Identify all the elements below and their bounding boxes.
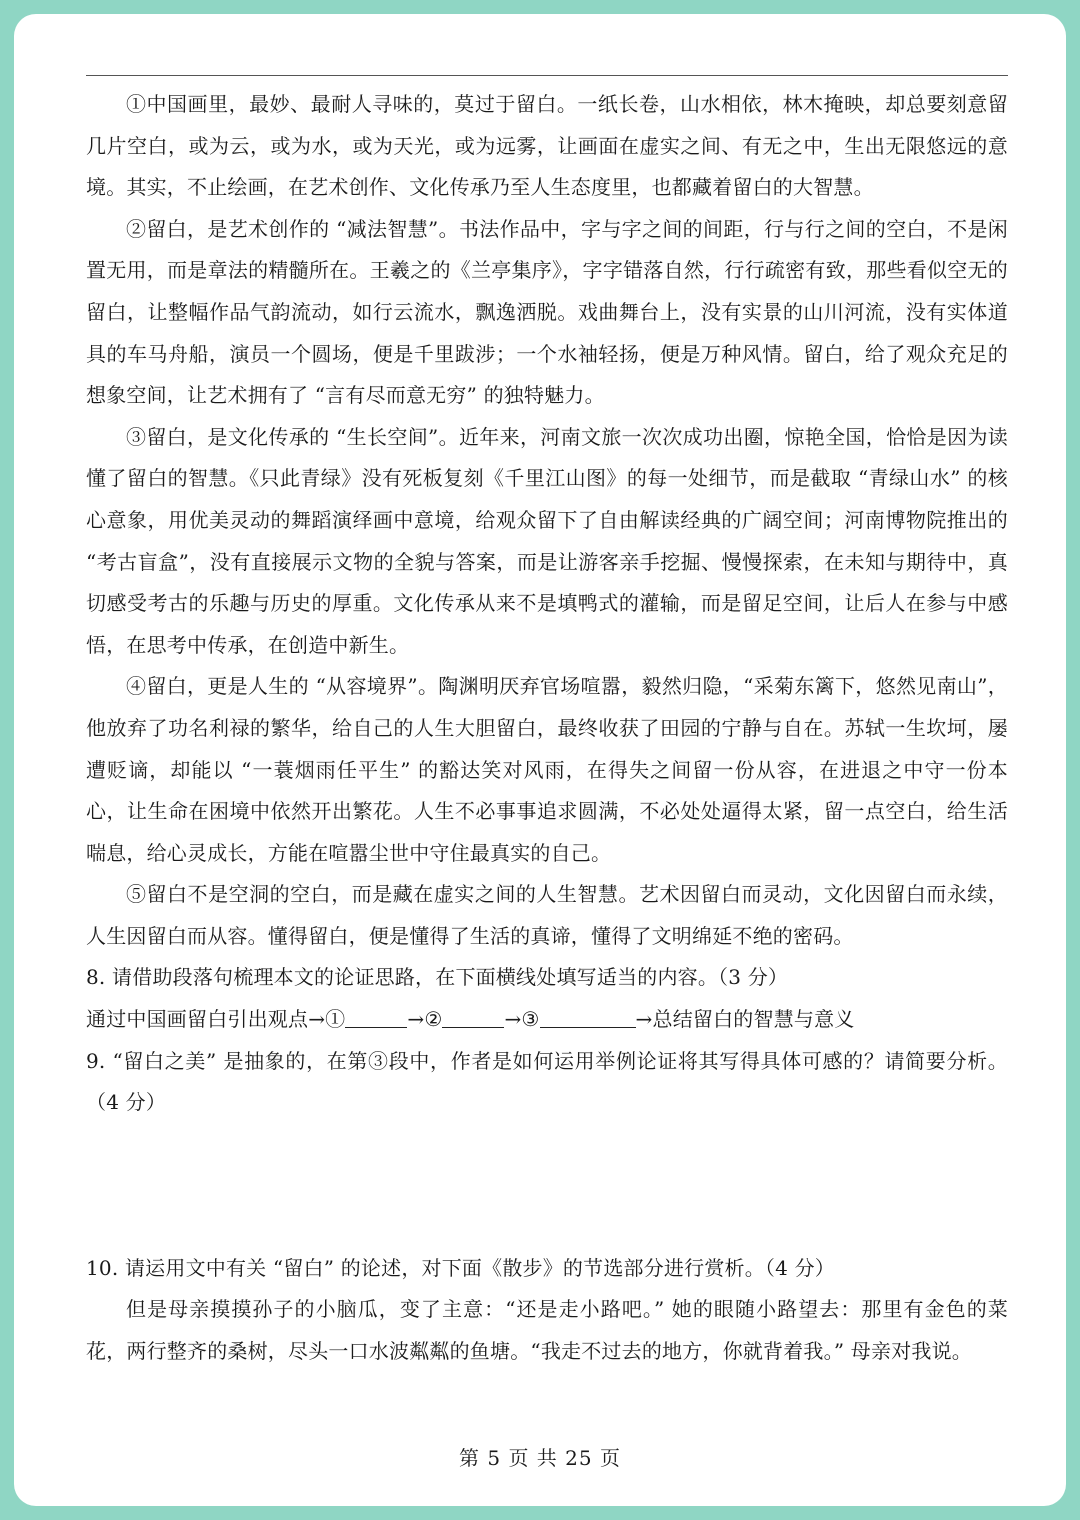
- question-10: 10. 请运用文中有关 “留白” 的论述，对下面《散步》的节选部分进行赏析。（4 分）: [86, 1255, 836, 1280]
- flow-arrow-2: →②: [407, 1007, 443, 1032]
- paragraph-1: ①中国画里，最妙、最耐人寻味的，莫过于留白。一纸长卷，山水相依，林木掩映，却总要刻意留几片空白，或为云，或为水，或为天光，或为远雾，让画面在虚实之间、有无之中，生出无限悠远的意境。其实，不止绘画，在艺术创作、文化传承乃至人生态度里，也都藏着留白的大智慧。: [86, 92, 1008, 200]
- answer-space-9[interactable]: [86, 1124, 1008, 1248]
- flow-arrow-3: →③: [504, 1007, 540, 1032]
- question-8-flow: [86, 999, 1008, 1041]
- page-number: 第 5 页 共 25 页: [459, 1446, 621, 1470]
- paragraph-4: ④留白，更是人生的 “从容境界”。陶渊明厌弃官场喧嚣，毅然归隐，“采菊东篱下，悠然见南山”，他放弃了功名利禄的繁华，给自己的人生大胆留白，最终收获了田园的宁静与自在。苏轼一生坎坷，屡遭贬谪，却能以 “一蓑烟雨任平生” 的豁达笑对风雨，在得失之间留一份从容，在进退之中守一份本心，让生命在困境中依然开出繁花。人生不必事事追求圆满，不必处处逼得太紧，留一点空白，给生活喘息，给心灵成长，方能在喧嚣尘世中守住最真实的自己。: [86, 674, 1008, 865]
- question-9: 9. “留白之美” 是抽象的，在第③段中，作者是如何运用举例论证将其写得具体可感的？请简要分析。（4 分）: [86, 1048, 1008, 1115]
- answer-blank-1[interactable]: [345, 1005, 407, 1028]
- header-rule: [86, 75, 1008, 76]
- paragraph-2: ②留白，是艺术创作的 “减法智慧”。书法作品中，字与字之间的间距，行与行之间的空白，不是闲置无用，而是章法的精髓所在。王羲之的《兰亭集序》，字字错落自然，行行疏密有致，那些看似空无的留白，让整幅作品气韵流动，如行云流水，飘逸洒脱。戏曲舞台上，没有实景的山川河流，没有实体道具的车马舟船，演员一个圆场，便是千里跋涉；一个水袖轻扬，便是万种风情。留白，给了观众充足的想象空间，让艺术拥有了 “言有尽而意无穷” 的独特魅力。: [86, 216, 1008, 408]
- flow-start: 通过中国画留白引出观点→①: [86, 1007, 346, 1032]
- page-content: [86, 84, 1008, 1373]
- paragraph-3: ③留白，是文化传承的 “生长空间”。近年来，河南文旅一次次成功出圈，惊艳全国，恰恰是因为读懂了留白的智慧。《只此青绿》没有死板复刻《千里江山图》的每一处细节，而是截取 “青绿山水” 的核心意象，用优美灵动的舞蹈演绎画中意境，给观众留下了自由解读经典的广阔空间；河南博物院推出的 “考古盲盒”，没有直接展示文物的全貌与答案，而是让游客亲手挖掘、慢慢探索，在未知与期待中，真切感受考古的乐趣与历史的厚重。文化传承从来不是填鸭式的灌输，而是留足空间，让后人在参与中感悟，在思考中传承，在创造中新生。: [86, 424, 1008, 657]
- exam-page: [14, 14, 1066, 1506]
- answer-blank-2[interactable]: [442, 1005, 504, 1028]
- paragraph-5: ⑤留白不是空洞的空白，而是藏在虚实之间的人生智慧。艺术因留白而灵动，文化因留白而永续，人生因留白而从容。懂得留白，便是懂得了生活的真谛，懂得了文明绵延不绝的密码。: [86, 882, 1008, 948]
- answer-blank-3[interactable]: [540, 1005, 636, 1028]
- flow-end: →总结留白的智慧与意义: [635, 1007, 855, 1032]
- question-8: 8. 请借助段落句梳理本文的论证思路，在下面横线处填写适当的内容。（3 分）: [86, 965, 789, 990]
- excerpt-sanbu: 但是母亲摸摸孙子的小脑瓜，变了主意：“还是走小路吧。” 她的眼随小路望去：那里有金色的菜花，两行整齐的桑树，尽头一口水波粼粼的鱼塘。“我走不过去的地方，你就背着我。” 母亲对我说。: [86, 1297, 1008, 1364]
